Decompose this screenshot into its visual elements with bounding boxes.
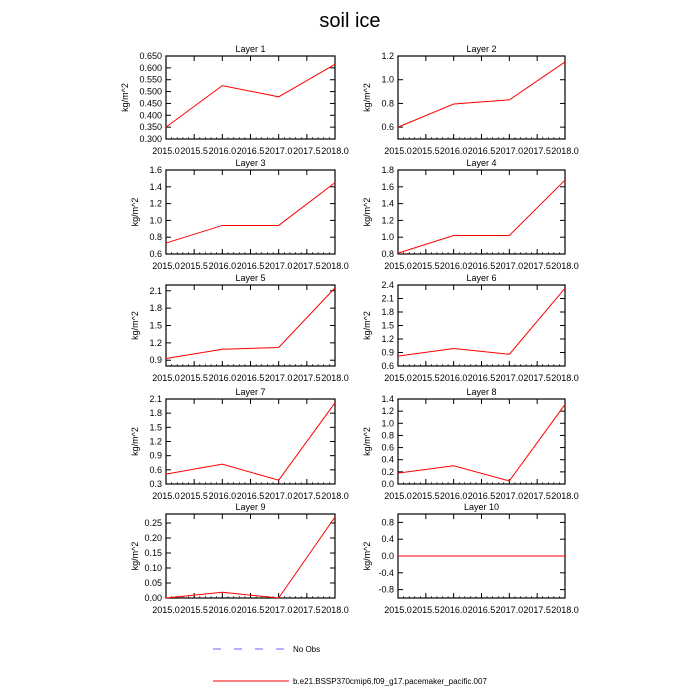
y-axis-label: kg/m^2 bbox=[130, 197, 140, 227]
x-tick-label: 2015.0 bbox=[152, 146, 180, 156]
x-tick-label: 2017.0 bbox=[495, 491, 524, 501]
y-tick-label: 0.2 bbox=[381, 466, 394, 477]
y-tick-label: 0.8 bbox=[381, 98, 394, 109]
y-tick-label: 0.8 bbox=[381, 517, 394, 528]
x-tick-label: 2015.5 bbox=[180, 605, 208, 615]
y-tick-label: 1.2 bbox=[381, 51, 394, 61]
y-axis-label: kg/m^2 bbox=[362, 197, 372, 227]
y-tick-label: 0.550 bbox=[139, 74, 162, 85]
y-tick-label: 0.9 bbox=[381, 347, 394, 358]
plot-frame bbox=[398, 285, 565, 366]
y-tick-label: 0.600 bbox=[139, 62, 162, 73]
x-tick-label: 2016.0 bbox=[439, 261, 468, 271]
y-tick-label: 0.15 bbox=[144, 548, 162, 558]
y-tick-label: 0.6 bbox=[381, 442, 394, 453]
x-tick-label: 2017.5 bbox=[523, 373, 551, 383]
x-tick-label: 2017.0 bbox=[264, 605, 293, 615]
x-tick-label: 2016.0 bbox=[208, 491, 237, 501]
plot-frame bbox=[166, 170, 335, 254]
y-tick-label: 1.2 bbox=[149, 436, 162, 447]
y-tick-label: 0.300 bbox=[139, 134, 162, 144]
y-tick-label: 0.9 bbox=[149, 355, 162, 366]
x-tick-label: 2017.5 bbox=[523, 491, 551, 501]
x-tick-label: 2018.0 bbox=[321, 491, 349, 501]
x-tick-label: 2017.5 bbox=[293, 261, 321, 271]
y-tick-label: 2.1 bbox=[381, 293, 394, 304]
y-tick-label: 0.20 bbox=[144, 533, 162, 543]
x-tick-label: 2018.0 bbox=[551, 491, 579, 501]
plot-frame bbox=[166, 514, 335, 598]
x-tick-label: 2017.0 bbox=[495, 146, 524, 156]
x-tick-label: 2016.0 bbox=[208, 373, 237, 383]
x-tick-label: 2016.0 bbox=[208, 261, 237, 271]
x-tick-label: 2017.0 bbox=[495, 373, 524, 383]
chart-title: soil ice bbox=[319, 10, 381, 32]
y-tick-label: 0.8 bbox=[381, 249, 394, 259]
y-tick-label: 0.9 bbox=[149, 450, 162, 461]
x-tick-label: 2017.0 bbox=[264, 146, 293, 156]
x-tick-label: 2016.0 bbox=[208, 605, 237, 615]
y-tick-label: 0.4 bbox=[381, 534, 394, 545]
panel-title: Layer 1 bbox=[235, 44, 266, 54]
series-line bbox=[166, 183, 335, 243]
x-tick-label: 2017.0 bbox=[264, 491, 293, 501]
x-tick-label: 2017.5 bbox=[523, 605, 551, 615]
x-tick-label: 2015.0 bbox=[384, 605, 412, 615]
panel-title: Layer 7 bbox=[235, 387, 266, 397]
y-tick-label: 1.8 bbox=[381, 307, 394, 317]
x-tick-label: 2017.0 bbox=[495, 605, 524, 615]
x-tick-label: 2017.5 bbox=[293, 373, 321, 383]
x-tick-label: 2018.0 bbox=[551, 146, 579, 156]
x-tick-label: 2015.5 bbox=[412, 146, 440, 156]
y-tick-label: 1.2 bbox=[381, 406, 394, 417]
panel-title: Layer 6 bbox=[466, 273, 497, 283]
y-tick-label: 1.4 bbox=[149, 181, 162, 192]
y-tick-label: 0.3 bbox=[149, 479, 162, 489]
x-tick-label: 2018.0 bbox=[321, 261, 349, 271]
x-tick-label: 2015.5 bbox=[412, 605, 440, 615]
y-tick-label: 2.4 bbox=[381, 280, 394, 290]
y-tick-label: 1.0 bbox=[149, 215, 162, 226]
x-tick-label: 2016.5 bbox=[236, 146, 265, 156]
x-tick-label: 2015.5 bbox=[412, 261, 440, 271]
x-tick-label: 2018.0 bbox=[551, 261, 579, 271]
legend-label: b.e21.BSSP370cmip6.f09_g17.pacemaker_pacific.007 bbox=[293, 677, 487, 686]
y-axis-label: kg/m^2 bbox=[362, 541, 372, 571]
y-tick-label: 1.0 bbox=[381, 74, 394, 85]
x-tick-label: 2015.0 bbox=[384, 146, 412, 156]
x-tick-label: 2015.5 bbox=[180, 261, 208, 271]
y-tick-label: 1.0 bbox=[381, 418, 394, 429]
y-axis-label: kg/m^2 bbox=[130, 541, 140, 571]
y-tick-label: 1.8 bbox=[149, 303, 162, 314]
series-line bbox=[398, 62, 565, 127]
y-axis-label: kg/m^2 bbox=[130, 427, 140, 456]
y-tick-label: 2.1 bbox=[149, 285, 162, 296]
y-tick-label: 1.8 bbox=[381, 165, 394, 175]
x-tick-label: 2018.0 bbox=[321, 146, 349, 156]
y-tick-label: 0.05 bbox=[144, 578, 162, 588]
y-tick-label: 2.1 bbox=[149, 394, 162, 404]
y-tick-label: 0.0 bbox=[381, 551, 394, 561]
y-tick-label: -0.8 bbox=[378, 584, 394, 595]
x-tick-label: 2016.0 bbox=[439, 373, 468, 383]
series-line bbox=[398, 404, 565, 481]
series-line bbox=[166, 288, 335, 359]
y-tick-label: 0.6 bbox=[381, 361, 394, 371]
x-tick-label: 2016.5 bbox=[236, 605, 265, 615]
plot-frame bbox=[398, 170, 565, 254]
series-line bbox=[166, 403, 335, 480]
x-tick-label: 2016.5 bbox=[467, 491, 496, 501]
y-tick-label: 1.5 bbox=[381, 320, 394, 331]
y-tick-label: 0.10 bbox=[144, 563, 162, 573]
x-tick-label: 2015.0 bbox=[384, 261, 412, 271]
y-tick-label: 1.0 bbox=[381, 232, 394, 243]
y-axis-label: kg/m^2 bbox=[130, 311, 140, 340]
panel-title: Layer 4 bbox=[466, 158, 497, 168]
x-tick-label: 2017.5 bbox=[293, 146, 321, 156]
x-tick-label: 2016.5 bbox=[467, 605, 496, 615]
x-tick-label: 2015.5 bbox=[180, 491, 208, 501]
y-tick-label: 0.500 bbox=[139, 86, 162, 97]
x-tick-label: 2016.0 bbox=[208, 146, 237, 156]
y-tick-label: 0.6 bbox=[381, 122, 394, 133]
y-tick-label: 0.8 bbox=[149, 232, 162, 243]
plot-frame bbox=[166, 56, 335, 139]
x-tick-label: 2015.0 bbox=[152, 373, 180, 383]
y-tick-label: 0.8 bbox=[381, 430, 394, 441]
y-tick-label: 1.2 bbox=[149, 337, 162, 348]
x-tick-label: 2016.5 bbox=[236, 373, 265, 383]
x-tick-label: 2017.5 bbox=[293, 605, 321, 615]
x-tick-label: 2015.0 bbox=[384, 491, 412, 501]
x-tick-label: 2015.5 bbox=[180, 146, 208, 156]
x-tick-label: 2015.5 bbox=[412, 491, 440, 501]
y-tick-label: 1.6 bbox=[381, 181, 394, 192]
x-tick-label: 2017.5 bbox=[523, 146, 551, 156]
x-tick-label: 2017.0 bbox=[495, 261, 524, 271]
plot-frame bbox=[398, 56, 565, 139]
y-tick-label: 0.6 bbox=[149, 464, 162, 475]
y-tick-label: 1.4 bbox=[381, 198, 394, 209]
x-tick-label: 2017.0 bbox=[264, 373, 293, 383]
y-tick-label: 1.4 bbox=[381, 394, 394, 404]
x-tick-label: 2016.0 bbox=[439, 605, 468, 615]
panel-title: Layer 9 bbox=[235, 502, 266, 512]
y-axis-label: kg/m^2 bbox=[362, 311, 372, 340]
y-tick-label: 1.5 bbox=[149, 422, 162, 433]
x-tick-label: 2016.5 bbox=[467, 146, 496, 156]
x-tick-label: 2015.0 bbox=[152, 261, 180, 271]
x-tick-label: 2016.5 bbox=[236, 261, 265, 271]
x-tick-label: 2018.0 bbox=[551, 605, 579, 615]
y-axis-label: kg/m^2 bbox=[120, 83, 130, 112]
y-tick-label: 1.2 bbox=[149, 198, 162, 209]
series-line bbox=[166, 64, 335, 127]
series-line bbox=[398, 288, 565, 356]
x-tick-label: 2018.0 bbox=[321, 605, 349, 615]
y-tick-label: 1.2 bbox=[381, 334, 394, 344]
y-tick-label: 0.25 bbox=[144, 518, 162, 528]
panel-title: Layer 2 bbox=[466, 44, 497, 54]
y-tick-label: -0.4 bbox=[378, 567, 394, 578]
panel-title: Layer 10 bbox=[463, 502, 500, 512]
x-tick-label: 2016.0 bbox=[439, 491, 468, 501]
panel-title: Layer 8 bbox=[466, 387, 497, 397]
x-tick-label: 2017.5 bbox=[523, 261, 551, 271]
x-tick-label: 2015.0 bbox=[384, 373, 412, 383]
x-tick-label: 2016.5 bbox=[467, 373, 496, 383]
y-tick-label: 0.00 bbox=[144, 593, 162, 603]
x-tick-label: 2018.0 bbox=[321, 373, 349, 383]
y-tick-label: 1.5 bbox=[149, 320, 162, 331]
y-tick-label: 0.350 bbox=[139, 122, 162, 133]
x-tick-label: 2017.5 bbox=[293, 491, 321, 501]
plot-frame bbox=[166, 399, 335, 484]
legend-label: No Obs bbox=[293, 645, 321, 654]
y-tick-label: 0.0 bbox=[381, 479, 394, 489]
x-tick-label: 2015.5 bbox=[180, 373, 208, 383]
plot-frame bbox=[398, 399, 565, 484]
x-tick-label: 2016.5 bbox=[236, 491, 265, 501]
y-tick-label: 0.6 bbox=[149, 249, 162, 259]
x-tick-label: 2015.0 bbox=[152, 605, 180, 615]
y-tick-label: 1.8 bbox=[149, 408, 162, 419]
x-tick-label: 2015.0 bbox=[152, 491, 180, 501]
y-tick-label: 0.450 bbox=[139, 98, 162, 109]
y-tick-label: 1.2 bbox=[381, 215, 394, 226]
x-tick-label: 2017.0 bbox=[264, 261, 293, 271]
y-axis-label: kg/m^2 bbox=[362, 427, 372, 456]
x-tick-label: 2016.0 bbox=[439, 146, 468, 156]
panel-title: Layer 5 bbox=[235, 273, 266, 283]
series-line bbox=[166, 517, 335, 598]
y-tick-label: 0.4 bbox=[381, 454, 394, 465]
y-tick-label: 0.400 bbox=[139, 110, 162, 121]
x-tick-label: 2018.0 bbox=[551, 373, 579, 383]
series-line bbox=[398, 180, 565, 253]
panel-title: Layer 3 bbox=[235, 158, 266, 168]
y-tick-label: 1.6 bbox=[149, 165, 162, 175]
y-axis-label: kg/m^2 bbox=[362, 83, 372, 112]
y-tick-label: 0.650 bbox=[139, 51, 162, 61]
x-tick-label: 2015.5 bbox=[412, 373, 440, 383]
x-tick-label: 2016.5 bbox=[467, 261, 496, 271]
